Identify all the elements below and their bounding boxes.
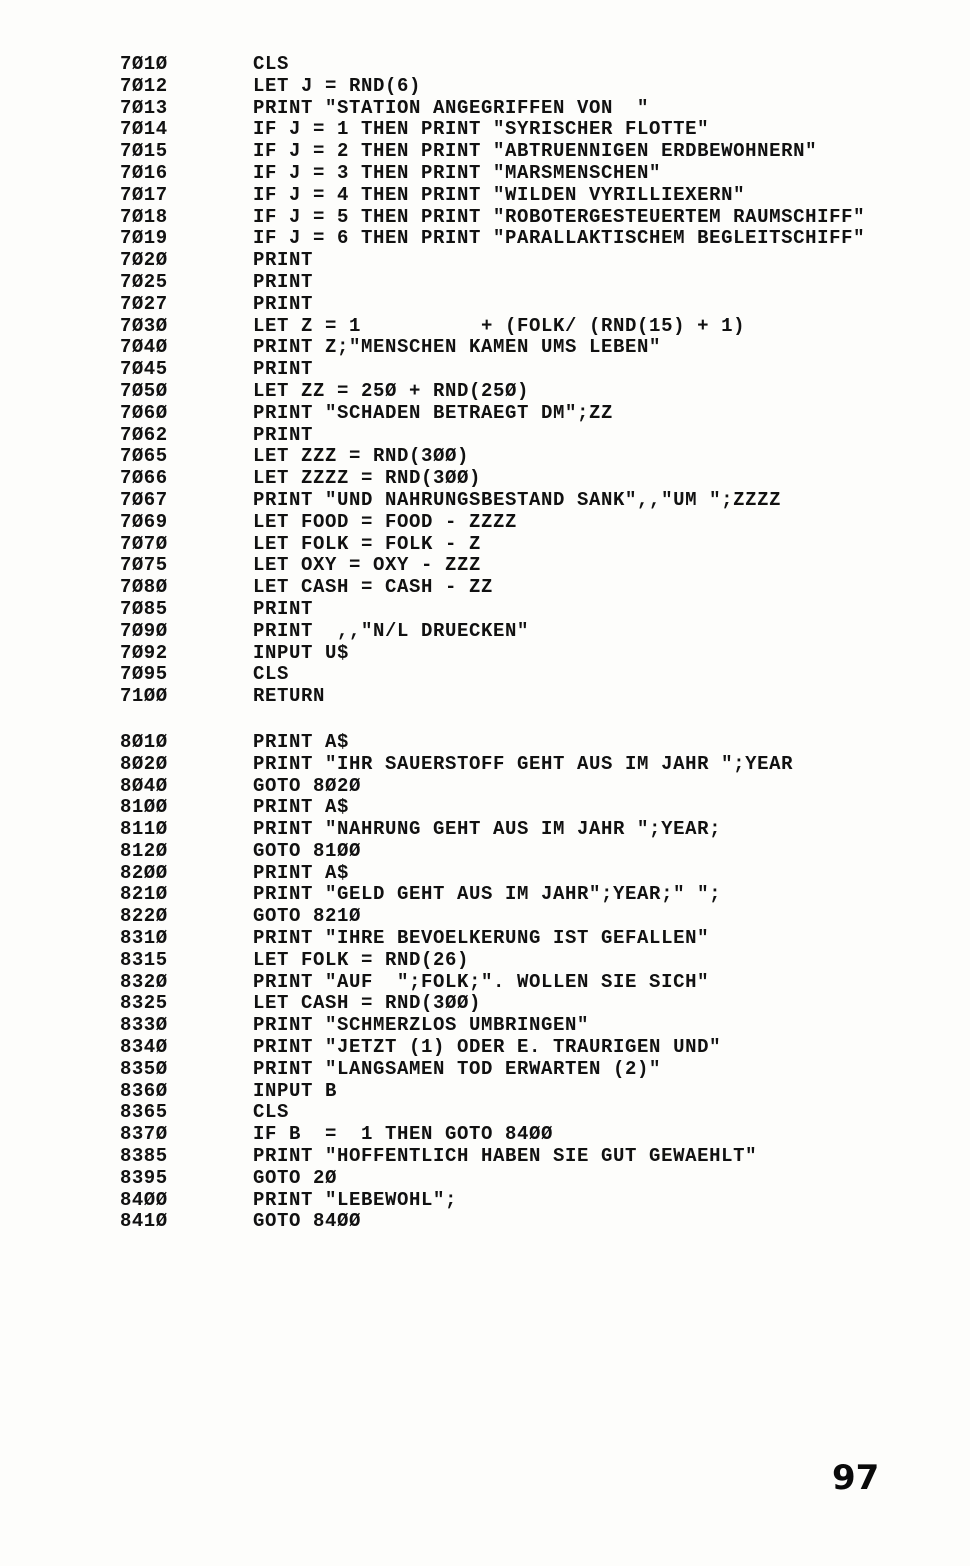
code-line bbox=[120, 819, 960, 841]
line-statement: INPUT B bbox=[253, 1080, 338, 1102]
code-line bbox=[120, 599, 960, 621]
line-number: 7Ø9Ø bbox=[120, 619, 168, 642]
line-number: 7Ø69 bbox=[120, 510, 168, 533]
line-number: 7Ø2Ø bbox=[120, 249, 168, 272]
code-line bbox=[120, 98, 960, 120]
line-statement: PRINT "IHRE BEVOELKERUNG IST GEFALLEN" bbox=[253, 928, 710, 950]
code-line bbox=[120, 732, 960, 754]
line-number: 7Ø67 bbox=[120, 488, 168, 511]
code-line bbox=[120, 1037, 960, 1059]
code-line bbox=[120, 928, 960, 950]
code-line bbox=[120, 359, 960, 381]
line-statement: GOTO 821Ø bbox=[253, 906, 362, 928]
line-statement: LET FOLK = RND(26) bbox=[253, 949, 470, 971]
code-line bbox=[120, 425, 960, 447]
code-line bbox=[120, 1124, 960, 1146]
code-line bbox=[120, 294, 960, 316]
line-statement: PRINT "HOFFENTLICH HABEN SIE GUT GEWAEHLT" bbox=[253, 1146, 758, 1168]
line-statement: PRINT Z;"MENSCHEN KAMEN UMS LEBEN" bbox=[253, 337, 662, 359]
code-line bbox=[120, 577, 960, 599]
line-number: 7Ø62 bbox=[120, 423, 168, 446]
line-statement: IF J = 5 THEN PRINT "ROBOTERGESTEUERTEM RAUMSCHIFF" bbox=[253, 206, 866, 228]
line-statement: IF J = 4 THEN PRINT "WILDEN VYRILLIEXERN" bbox=[253, 184, 746, 206]
code-line bbox=[120, 884, 960, 906]
line-number: 7Ø13 bbox=[120, 96, 168, 119]
line-statement: LET CASH = CASH - ZZ bbox=[253, 577, 494, 599]
code-line bbox=[120, 972, 960, 994]
line-statement: CLS bbox=[253, 1102, 290, 1124]
line-statement: PRINT bbox=[253, 424, 314, 446]
code-line bbox=[120, 686, 960, 708]
line-number: 81ØØ bbox=[120, 796, 168, 819]
line-statement: PRINT bbox=[253, 359, 314, 381]
code-line bbox=[120, 621, 960, 643]
line-statement: CLS bbox=[253, 664, 290, 686]
line-number: 812Ø bbox=[120, 839, 168, 862]
code-line bbox=[120, 863, 960, 885]
line-number: 7Ø14 bbox=[120, 118, 168, 141]
line-number: 7Ø75 bbox=[120, 554, 168, 577]
code-line bbox=[120, 119, 960, 141]
line-statement: LET ZZ = 25Ø + RND(25Ø) bbox=[253, 380, 530, 402]
basic-program-listing bbox=[120, 54, 960, 1233]
line-number: 7Ø5Ø bbox=[120, 379, 168, 402]
line-number: 7Ø85 bbox=[120, 597, 168, 620]
code-line bbox=[120, 468, 960, 490]
line-number: 7Ø1Ø bbox=[120, 53, 168, 75]
code-line bbox=[120, 776, 960, 798]
line-number: 8395 bbox=[120, 1166, 168, 1189]
code-line bbox=[120, 754, 960, 776]
line-number: 837Ø bbox=[120, 1123, 168, 1146]
code-line bbox=[120, 1168, 960, 1190]
line-number: 7Ø25 bbox=[120, 270, 168, 293]
code-line bbox=[120, 250, 960, 272]
line-statement: GOTO 84ØØ bbox=[253, 1211, 362, 1233]
line-statement: PRINT "LANGSAMEN TOD ERWARTEN (2)" bbox=[253, 1058, 662, 1080]
code-line bbox=[120, 316, 960, 338]
code-line bbox=[120, 841, 960, 863]
line-number: 7Ø12 bbox=[120, 74, 168, 97]
listing-block-8000 bbox=[120, 732, 960, 1233]
line-statement: RETURN bbox=[253, 686, 326, 708]
line-statement: CLS bbox=[253, 54, 290, 75]
code-line bbox=[120, 1015, 960, 1037]
line-number: 8Ø4Ø bbox=[120, 774, 168, 797]
line-statement: PRINT "NAHRUNG GEHT AUS IM JAHR ";YEAR; bbox=[253, 819, 722, 841]
line-number: 7Ø6Ø bbox=[120, 401, 168, 424]
line-number: 811Ø bbox=[120, 818, 168, 841]
code-line bbox=[120, 1190, 960, 1212]
line-statement: LET FOOD = FOOD - ZZZZ bbox=[253, 511, 518, 533]
line-number: 836Ø bbox=[120, 1079, 168, 1102]
code-line bbox=[120, 76, 960, 98]
line-statement: LET CASH = RND(3ØØ) bbox=[253, 993, 482, 1015]
line-statement: PRINT "GELD GEHT AUS IM JAHR";YEAR;" "; bbox=[253, 884, 722, 906]
line-statement: GOTO 81ØØ bbox=[253, 840, 362, 862]
line-statement: LET J = RND(6) bbox=[253, 75, 422, 97]
line-statement: IF J = 3 THEN PRINT "MARSMENSCHEN" bbox=[253, 162, 662, 184]
code-line bbox=[120, 141, 960, 163]
line-number: 71ØØ bbox=[120, 685, 168, 708]
line-statement: PRINT A$ bbox=[253, 797, 350, 819]
code-line bbox=[120, 534, 960, 556]
line-number: 7Ø45 bbox=[120, 358, 168, 381]
code-line bbox=[120, 797, 960, 819]
line-statement: PRINT A$ bbox=[253, 731, 350, 753]
page-number: 97 bbox=[832, 1458, 880, 1498]
line-number: 7Ø8Ø bbox=[120, 576, 168, 599]
line-number: 821Ø bbox=[120, 883, 168, 906]
line-statement: GOTO 2Ø bbox=[253, 1167, 338, 1189]
line-number: 7Ø7Ø bbox=[120, 532, 168, 555]
line-number: 7Ø18 bbox=[120, 205, 168, 228]
line-number: 7Ø27 bbox=[120, 292, 168, 315]
line-number: 7Ø19 bbox=[120, 227, 168, 250]
line-number: 8315 bbox=[120, 948, 168, 971]
line-number: 8Ø1Ø bbox=[120, 730, 168, 753]
line-statement: LET ZZZ = RND(3ØØ) bbox=[253, 446, 470, 468]
line-number: 822Ø bbox=[120, 905, 168, 928]
line-number: 8385 bbox=[120, 1145, 168, 1168]
code-line bbox=[120, 906, 960, 928]
line-number: 7Ø17 bbox=[120, 183, 168, 206]
line-statement: IF J = 6 THEN PRINT "PARALLAKTISCHEM BEGLEITSCHIFF" bbox=[253, 228, 866, 250]
line-number: 833Ø bbox=[120, 1014, 168, 1037]
line-number: 7Ø66 bbox=[120, 467, 168, 490]
code-line bbox=[120, 381, 960, 403]
line-number: 841Ø bbox=[120, 1210, 168, 1233]
line-number: 8Ø2Ø bbox=[120, 752, 168, 775]
line-statement: LET ZZZZ = RND(3ØØ) bbox=[253, 468, 482, 490]
code-line bbox=[120, 228, 960, 250]
line-statement: PRINT A$ bbox=[253, 862, 350, 884]
code-line bbox=[120, 337, 960, 359]
line-number: 7Ø95 bbox=[120, 663, 168, 686]
line-statement: PRINT "JETZT (1) ODER E. TRAURIGEN UND" bbox=[253, 1037, 722, 1059]
code-line bbox=[120, 1211, 960, 1233]
code-line bbox=[120, 446, 960, 468]
code-line bbox=[120, 272, 960, 294]
line-number: 834Ø bbox=[120, 1036, 168, 1059]
line-number: 7Ø4Ø bbox=[120, 336, 168, 359]
line-number: 7Ø65 bbox=[120, 445, 168, 468]
line-statement: PRINT bbox=[253, 271, 314, 293]
line-number: 835Ø bbox=[120, 1057, 168, 1080]
line-statement: PRINT "SCHADEN BETRAEGT DM";ZZ bbox=[253, 402, 614, 424]
line-statement: PRINT ,,"N/L DRUECKEN" bbox=[253, 620, 530, 642]
line-number: 831Ø bbox=[120, 927, 168, 950]
code-line bbox=[120, 490, 960, 512]
line-statement: PRINT "IHR SAUERSTOFF GEHT AUS IM JAHR ";YEAR bbox=[253, 753, 794, 775]
code-line bbox=[120, 993, 960, 1015]
line-number: 7Ø15 bbox=[120, 140, 168, 163]
line-statement: IF J = 1 THEN PRINT "SYRISCHER FLOTTE" bbox=[253, 119, 710, 141]
line-statement: PRINT bbox=[253, 598, 314, 620]
code-line bbox=[120, 185, 960, 207]
code-line bbox=[120, 54, 960, 76]
code-line bbox=[120, 1059, 960, 1081]
code-line bbox=[120, 643, 960, 665]
line-number: 84ØØ bbox=[120, 1188, 168, 1211]
code-line bbox=[120, 950, 960, 972]
code-line bbox=[120, 163, 960, 185]
line-number: 7Ø92 bbox=[120, 641, 168, 664]
code-line bbox=[120, 1081, 960, 1103]
line-statement: LET OXY = OXY - ZZZ bbox=[253, 555, 482, 577]
line-number: 7Ø16 bbox=[120, 161, 168, 184]
line-statement: PRINT "SCHMERZLOS UMBRINGEN" bbox=[253, 1015, 590, 1037]
line-number: 832Ø bbox=[120, 970, 168, 993]
code-line bbox=[120, 1102, 960, 1124]
code-line bbox=[120, 1146, 960, 1168]
line-statement: PRINT bbox=[253, 250, 314, 272]
line-statement: GOTO 8Ø2Ø bbox=[253, 775, 362, 797]
code-line bbox=[120, 555, 960, 577]
code-line bbox=[120, 512, 960, 534]
code-line bbox=[120, 403, 960, 425]
line-statement: IF B = 1 THEN GOTO 84ØØ bbox=[253, 1124, 554, 1146]
code-line bbox=[120, 207, 960, 229]
line-statement: PRINT bbox=[253, 293, 314, 315]
line-number: 7Ø3Ø bbox=[120, 314, 168, 337]
line-number: 82ØØ bbox=[120, 861, 168, 884]
line-statement: PRINT "AUF ";FOLK;". WOLLEN SIE SICH" bbox=[253, 971, 710, 993]
line-statement: PRINT "UND NAHRUNGSBESTAND SANK",,"UM ";ZZZZ bbox=[253, 489, 782, 511]
listing-block-7000 bbox=[120, 54, 960, 708]
line-number: 8325 bbox=[120, 992, 168, 1015]
line-statement: LET FOLK = FOLK - Z bbox=[253, 533, 482, 555]
code-line bbox=[120, 664, 960, 686]
line-statement: IF J = 2 THEN PRINT "ABTRUENNIGEN ERDBEWOHNERN" bbox=[253, 141, 818, 163]
line-statement: LET Z = 1 + (FOLK/ (RND(15) + 1) bbox=[253, 315, 746, 337]
line-number: 8365 bbox=[120, 1101, 168, 1124]
line-statement: INPUT U$ bbox=[253, 642, 350, 664]
line-statement: PRINT "LEBEWOHL"; bbox=[253, 1189, 458, 1211]
line-statement: PRINT "STATION ANGEGRIFFEN VON " bbox=[253, 97, 650, 119]
